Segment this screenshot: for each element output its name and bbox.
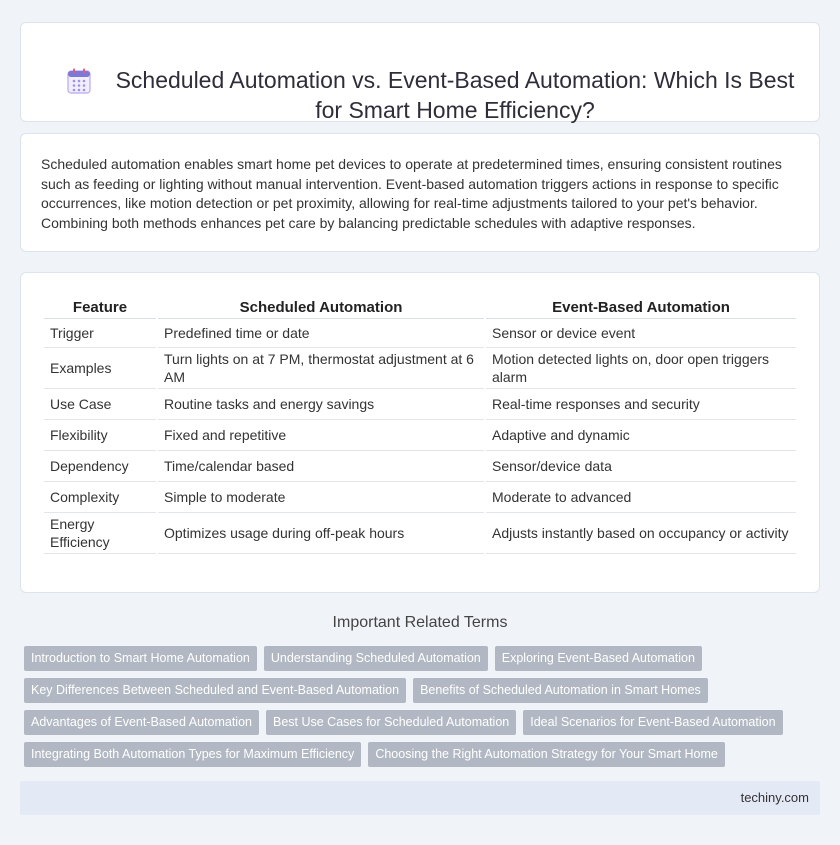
scheduled-cell: Optimizes usage during off-peak hours: [158, 513, 484, 554]
event-cell: Adaptive and dynamic: [486, 420, 796, 451]
related-term-link[interactable]: Key Differences Between Scheduled and Event-Based Automation: [24, 678, 406, 703]
related-term-link[interactable]: Integrating Both Automation Types for Maximum Efficiency: [24, 742, 361, 767]
scheduled-cell: Time/calendar based: [158, 451, 484, 482]
table-row: [44, 348, 796, 389]
feature-cell: Examples: [44, 348, 156, 389]
comparison-card: [20, 272, 820, 593]
table-row: [44, 420, 796, 451]
feature-cell: Energy Efficiency: [44, 513, 156, 554]
feature-cell: Use Case: [44, 389, 156, 420]
scheduled-cell: Simple to moderate: [158, 482, 484, 513]
table-row: [44, 319, 796, 348]
related-term-link[interactable]: Advantages of Event-Based Automation: [24, 710, 259, 735]
related-term-link[interactable]: Ideal Scenarios for Event-Based Automation: [523, 710, 782, 735]
page-title: Scheduled Automation vs. Event-Based Automation: Which Is Best for Smart Home Efficiency?: [115, 67, 795, 123]
header-event-based: Event-Based Automation: [486, 297, 796, 319]
table-row: [44, 451, 796, 482]
event-cell: Sensor or device event: [486, 319, 796, 348]
related-terms-list: [24, 646, 814, 774]
related-term-link[interactable]: Choosing the Right Automation Strategy for Your Smart Home: [368, 742, 725, 767]
table-row: [44, 389, 796, 420]
table-header-row: [44, 297, 796, 319]
feature-cell: Complexity: [44, 482, 156, 513]
site-credit[interactable]: techiny.com: [740, 790, 809, 805]
feature-cell: Flexibility: [44, 420, 156, 451]
related-terms-heading: Important Related Terms: [332, 614, 508, 631]
related-term-link[interactable]: Understanding Scheduled Automation: [264, 646, 488, 671]
related-term-link[interactable]: Benefits of Scheduled Automation in Smart Homes: [413, 678, 708, 703]
feature-cell: Dependency: [44, 451, 156, 482]
event-cell: Motion detected lights on, door open triggers alarm: [486, 348, 796, 389]
event-cell: Moderate to advanced: [486, 482, 796, 513]
related-term-link[interactable]: Introduction to Smart Home Automation: [24, 646, 257, 671]
header-feature: Feature: [44, 297, 156, 319]
intro-card: [20, 133, 820, 252]
calendar-icon: [67, 68, 91, 94]
related-term-link[interactable]: Best Use Cases for Scheduled Automation: [266, 710, 516, 735]
title-card: [20, 22, 820, 122]
comparison-table: [42, 297, 798, 554]
table-row: [44, 482, 796, 513]
scheduled-cell: Predefined time or date: [158, 319, 484, 348]
header-scheduled: Scheduled Automation: [158, 297, 484, 319]
event-cell: Real-time responses and security: [486, 389, 796, 420]
related-term-link[interactable]: Exploring Event-Based Automation: [495, 646, 702, 671]
feature-cell: Trigger: [44, 319, 156, 348]
scheduled-cell: Turn lights on at 7 PM, thermostat adjustment at 6 AM: [158, 348, 484, 389]
scheduled-cell: Fixed and repetitive: [158, 420, 484, 451]
table-row: [44, 513, 796, 554]
event-cell: Adjusts instantly based on occupancy or activity: [486, 513, 796, 554]
intro-paragraph: Scheduled automation enables smart home pet devices to operate at predetermined times, ensuring consistent routines such as feeding or lighting without manual intervention. Event-based automation triggers actions in response to specific occurrences, like motion detection or pet proximity, allowing for real-time adjustments tailored to your pet's behavior. Combining both methods enhances pet care by balancing predictable schedules with adaptive responses.: [41, 156, 782, 231]
scheduled-cell: Routine tasks and energy savings: [158, 389, 484, 420]
event-cell: Sensor/device data: [486, 451, 796, 482]
footer: [20, 781, 820, 815]
